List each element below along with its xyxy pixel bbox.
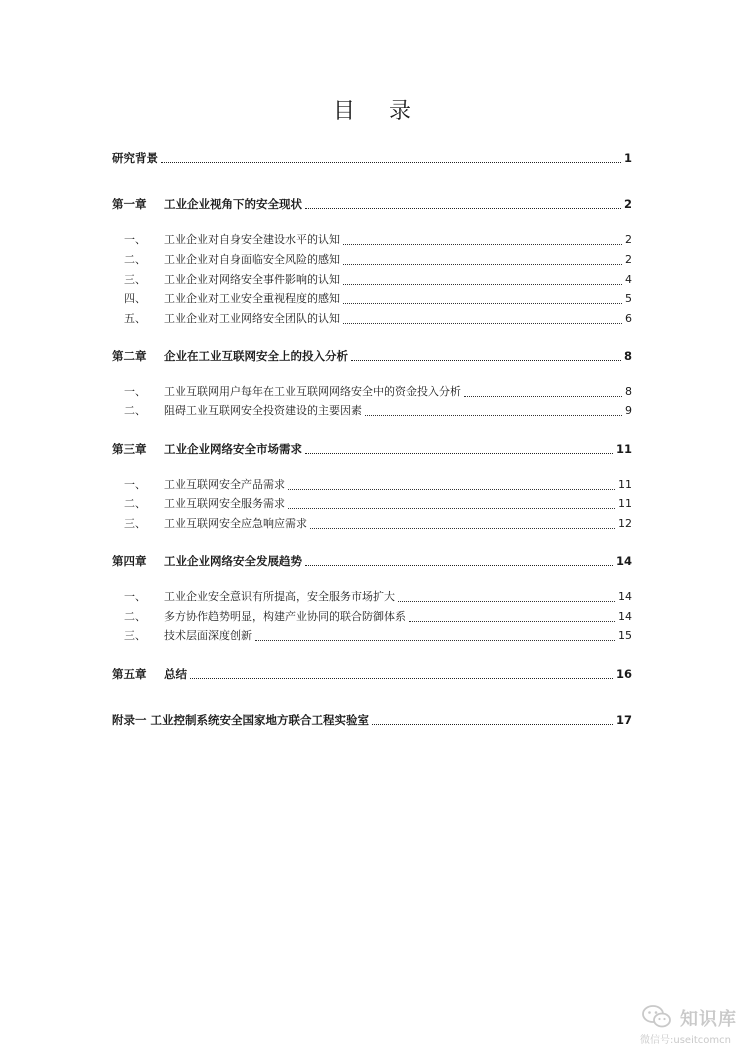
toc-leader-dots	[343, 293, 622, 304]
toc-entry-chapter-5[interactable]	[112, 665, 632, 681]
toc-leader-dots	[343, 313, 622, 324]
toc-leader-dots	[398, 591, 615, 602]
toc-entry-number: 三、	[124, 517, 146, 530]
toc-entry-text: 阻碍工业互联网安全投资建设的主要因素	[164, 404, 362, 417]
toc-entry-number: 一、	[124, 385, 146, 398]
toc-entry-number: 四、	[124, 292, 146, 305]
toc-entry-appendix[interactable]	[112, 711, 632, 727]
toc-entry-number: 三、	[124, 629, 146, 642]
toc-leader-dots	[255, 630, 615, 641]
toc-leader-dots	[372, 714, 613, 725]
toc-entry-number: 第三章	[112, 442, 147, 456]
toc-leader-dots	[343, 274, 622, 285]
toc-leader-dots	[161, 152, 621, 163]
toc-entry-section[interactable]	[112, 231, 632, 247]
toc-entry-section[interactable]	[112, 515, 632, 531]
toc-entry-chapter-2[interactable]	[112, 347, 632, 363]
toc-entry-text: 工业互联网用户每年在工业互联网网络安全中的资金投入分析	[164, 385, 461, 398]
watermark-name: 知识库	[680, 1009, 737, 1030]
toc-entry-number: 二、	[124, 404, 146, 417]
toc-entry-number: 二、	[124, 610, 146, 623]
toc-entry-text: 工业企业视角下的安全现状	[164, 197, 302, 211]
toc-entry-chapter-1[interactable]	[112, 195, 632, 211]
toc-entry-section[interactable]	[112, 251, 632, 267]
toc-entry-text: 工业互联网安全应急响应需求	[164, 517, 307, 530]
toc-entry-number: 第二章	[112, 349, 147, 363]
toc-leader-dots	[305, 198, 621, 209]
toc-entry-number: 第四章	[112, 554, 147, 568]
toc-page-number: 1	[623, 151, 632, 165]
toc-entry-text: 企业在工业互联网安全上的投入分析	[164, 349, 348, 363]
toc-entry-chapter-4[interactable]	[112, 552, 632, 568]
toc-entry-number: 一、	[124, 478, 146, 491]
toc-entry-text: 多方协作趋势明显，构建产业协同的联合防御体系	[164, 610, 406, 623]
toc-entry-text: 工业企业网络安全市场需求	[164, 442, 302, 456]
toc-entry-number: 二、	[124, 497, 146, 510]
toc-entry-section[interactable]	[112, 495, 632, 511]
toc-page-number: 8	[625, 385, 632, 398]
toc-leader-dots	[409, 611, 615, 622]
toc-page-number: 5	[625, 292, 632, 305]
toc-entry-section[interactable]	[112, 290, 632, 306]
toc-entry-number: 一、	[124, 590, 146, 603]
toc-page-number: 2	[625, 233, 632, 246]
toc-page-number: 6	[625, 312, 632, 325]
toc-page-number: 2	[625, 253, 632, 266]
toc-leader-dots	[305, 443, 613, 454]
toc-entry-background[interactable]	[112, 149, 632, 165]
toc-entry-text: 工业互联网安全产品需求	[164, 478, 285, 491]
toc-page-number: 11	[618, 497, 632, 510]
toc-leader-dots	[288, 498, 615, 509]
toc-leader-dots	[351, 350, 621, 361]
watermark	[640, 1003, 740, 1047]
toc-entry-text: 工业企业安全意识有所提高，安全服务市场扩大	[164, 590, 395, 603]
toc-page-number: 14	[618, 610, 632, 623]
toc-page-number: 8	[623, 349, 632, 363]
toc-entry-section[interactable]	[112, 608, 632, 624]
toc-page-number: 14	[615, 554, 632, 568]
toc-entry-text: 工业互联网安全服务需求	[164, 497, 285, 510]
toc-page-number: 17	[615, 713, 632, 727]
toc-page-number: 11	[615, 442, 632, 456]
toc-entry-text: 技术层面深度创新	[164, 629, 252, 642]
toc-entry-text: 工业企业对自身面临安全风险的感知	[164, 253, 340, 266]
title-left-char: 目	[332, 99, 355, 124]
toc-entry-number: 一、	[124, 233, 146, 246]
title-right-char: 录	[389, 99, 412, 124]
toc-entry-section[interactable]	[112, 383, 632, 399]
toc-entry-section[interactable]	[112, 588, 632, 604]
toc-entry-text: 研究背景	[112, 151, 158, 165]
toc-page-number: 12	[618, 517, 632, 530]
toc-entry-section[interactable]	[112, 402, 632, 418]
toc-leader-dots	[343, 254, 622, 265]
toc-entry-text: 工业企业对工业网络安全团队的认知	[164, 312, 340, 325]
page-title	[0, 94, 744, 125]
toc-entry-section[interactable]	[112, 271, 632, 287]
watermark-subtitle: 微信号:useitcomcn	[640, 1035, 731, 1046]
toc-leader-dots	[288, 479, 615, 490]
toc-page-number: 14	[618, 590, 632, 603]
toc-leader-dots	[305, 555, 613, 566]
toc-page-number: 9	[625, 404, 632, 417]
toc-page-number: 16	[615, 667, 632, 681]
toc-page-number: 15	[618, 629, 632, 642]
wechat-icon	[642, 1005, 672, 1029]
toc-entry-section[interactable]	[112, 310, 632, 326]
toc-entry-section[interactable]	[112, 476, 632, 492]
toc-leader-dots	[343, 234, 622, 245]
toc-entry-number: 第一章	[112, 197, 147, 211]
toc-entry-number: 二、	[124, 253, 146, 266]
toc-leader-dots	[464, 386, 622, 397]
toc-entry-text: 工业企业对网络安全事件影响的认知	[164, 273, 340, 286]
toc-entry-text: 工业企业网络安全发展趋势	[164, 554, 302, 568]
toc-entry-number: 第五章	[112, 667, 147, 681]
toc-leader-dots	[365, 405, 622, 416]
toc-leader-dots	[190, 668, 613, 679]
toc-page-number: 4	[625, 273, 632, 286]
toc-leader-dots	[310, 518, 615, 529]
toc-entry-section[interactable]	[112, 627, 632, 643]
toc-page-number: 2	[623, 197, 632, 211]
toc-entry-text: 总结	[164, 667, 187, 681]
toc-page-number: 11	[618, 478, 632, 491]
toc-entry-chapter-3[interactable]	[112, 440, 632, 456]
toc-entry-text: 附录一 工业控制系统安全国家地方联合工程实验室	[112, 713, 370, 727]
toc-entry-number: 五、	[124, 312, 146, 325]
toc-entry-text: 工业企业对自身安全建设水平的认知	[164, 233, 340, 246]
toc-entry-number: 三、	[124, 273, 146, 286]
toc-entry-text: 工业企业对工业安全重视程度的感知	[164, 292, 340, 305]
